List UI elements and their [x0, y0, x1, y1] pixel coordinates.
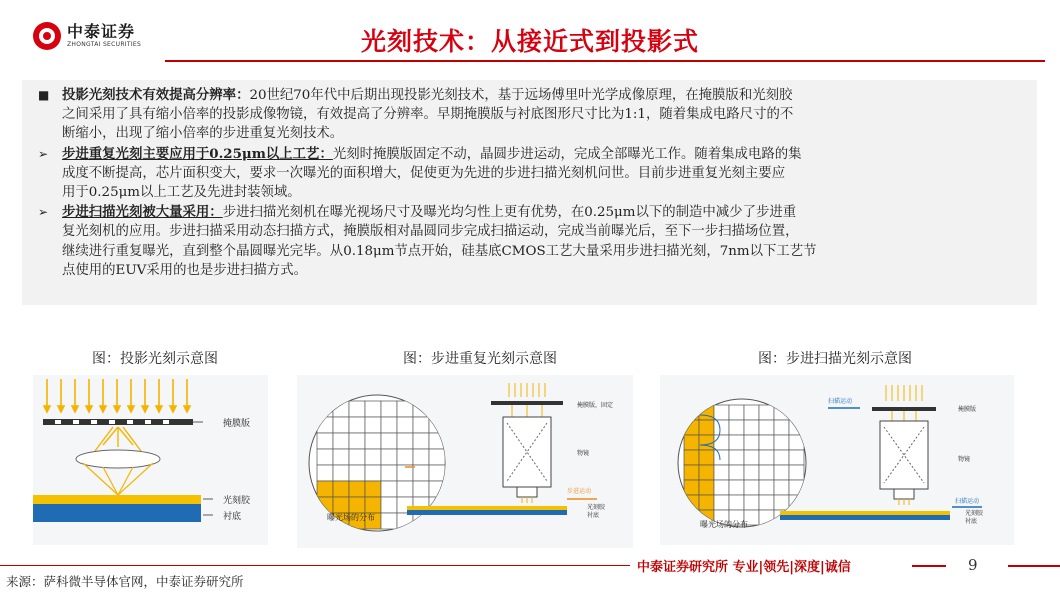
paragraph-projection [32, 86, 1027, 144]
light-arrows-icon [886, 385, 922, 401]
substrate-label: 衬底 [223, 512, 242, 522]
exposure-distribution-label: 曝光场的分布 [700, 520, 748, 529]
resist-label: 光刻胶 [223, 496, 251, 506]
paragraph-line: 继续进行重复曝光，直到整个晶圆曝光完毕。从0.18μm节点开始，硅基底CMOS工艺大量采用步进扫描光刻，7nm以下工艺节 [62, 243, 817, 259]
resist-layer [33, 495, 201, 504]
paragraph-line: 成度不断提高，芯片面积变大，要求一次曝光的面积增大，促使更为先进的步进扫描光刻机问世。目前步进重复光刻主要应 [62, 165, 786, 181]
logo-cn-text: 中泰证券 [67, 22, 136, 41]
header [0, 0, 1060, 64]
figure-caption-projection: 图：投影光刻示意图 [92, 351, 218, 367]
paragraph-line: 之间采用了具有缩小倍率的投影成像物镜，有效提高了分辨率。早期掩膜版与衬底图形尺寸比为1:1，随着集成电路尺寸的不 [62, 107, 794, 123]
mask-bar [491, 401, 563, 405]
paragraph-line: 复光刻机的应用。步进扫描采用动态扫描方式，掩膜版相对晶圆同步完成扫描运动，完成当前曝光后，至下一步扫描场位置， [62, 224, 799, 240]
paragraph-line: 断缩小，出现了缩小倍率的步进重复光刻技术。 [62, 126, 344, 142]
lens-label: 物镜 [577, 450, 590, 457]
footer-divider-right [1008, 565, 1060, 567]
summary-textbox [22, 80, 1037, 305]
mask-label: 掩膜版，固定 [577, 402, 614, 409]
figure-caption-step-scan: 图：步进扫描光刻示意图 [758, 351, 912, 367]
page-number: 9 [968, 556, 978, 574]
exposure-distribution-label: 曝光场的分布 [327, 513, 375, 522]
substrate-layer [407, 510, 567, 515]
figure-projection [33, 375, 268, 545]
figure-step-repeat [297, 375, 633, 548]
title-divider [165, 60, 1045, 62]
paragraph-lead: 投影光刻技术有效提高分辨率： [62, 87, 250, 103]
resist-layer [780, 511, 950, 515]
paragraph-line: 光刻时掩膜版固定不动，晶圆步进运动，完成全部曝光工作。随着集成电路的集 [332, 146, 802, 162]
paragraph-line: 步进扫描光刻机在曝光视场尺寸及曝光均匀性上更有优势，在0.25μm以下的制造中减少了步进重 [222, 205, 797, 221]
substrate-layer [33, 504, 201, 522]
source-note: 来源：萨科微半导体官网，中泰证券研究所 [6, 574, 244, 589]
resist-layer [407, 506, 567, 510]
exposure-grid [684, 405, 804, 525]
lens [76, 450, 160, 468]
step-motion-label: 步进运动 [567, 488, 592, 495]
arrow-bullet-icon: ➢ [38, 146, 49, 161]
light-arrows-icon [44, 379, 190, 412]
page-title: 光刻技术：从接近式到投影式 [360, 27, 699, 56]
footer-divider-left [0, 565, 630, 566]
step-scan-diagram [660, 375, 1014, 545]
figure-caption-step-repeat: 图：步进重复光刻示意图 [403, 351, 557, 367]
logo-mark-icon [33, 22, 61, 50]
scan-motion-top-label: 扫描运动 [828, 398, 853, 405]
footer-divider-mid [912, 565, 946, 567]
mask-rays [512, 405, 542, 417]
substrate-label: 衬底 [965, 518, 978, 525]
figure-step-scan [660, 375, 1014, 545]
square-bullet-icon: ■ [38, 88, 50, 102]
arrow-bullet-icon: ➢ [38, 205, 49, 220]
mask-bar [43, 419, 193, 425]
mask-label: 掩膜版 [958, 406, 977, 413]
mask-bar [872, 407, 936, 411]
logo-en-text: ZHONGTAI SECURITIES [67, 41, 142, 48]
step-repeat-diagram [297, 375, 633, 548]
paragraph-line: 20世纪70年代中后期出现投影光刻技术，基于远场傅里叶光学成像原理，在掩膜版和光刻胶 [249, 88, 793, 103]
paragraph-line: 点使用的EUV采用的也是步进扫描方式。 [62, 262, 307, 278]
light-arrows-icon [509, 383, 545, 397]
footer-brand: 中泰证券研究所 专业|领先|深度|诚信 [637, 560, 851, 575]
paragraph-lead: 步进扫描光刻被大量采用： [62, 204, 223, 221]
projection-diagram [33, 375, 268, 545]
resist-label: 光刻胶 [965, 510, 984, 517]
substrate-label: 衬底 [587, 512, 600, 519]
substrate-layer [780, 515, 950, 520]
scan-motion-bottom-label: 扫描运动 [955, 498, 980, 505]
diffraction-arrows-icon [95, 427, 141, 451]
lens-label: 物镜 [958, 456, 971, 463]
resist-label: 光刻胶 [587, 504, 606, 511]
paragraph-step-repeat [32, 145, 1027, 203]
paragraph-step-scan [32, 203, 1027, 280]
paragraph-lead: 步进重复光刻主要应用于0.25μm以上工艺： [62, 145, 333, 162]
mask-label: 掩膜版 [223, 419, 251, 429]
paragraph-line: 用于0.25μm以上工艺及先进封装领域。 [62, 185, 301, 201]
company-logo [33, 22, 141, 50]
